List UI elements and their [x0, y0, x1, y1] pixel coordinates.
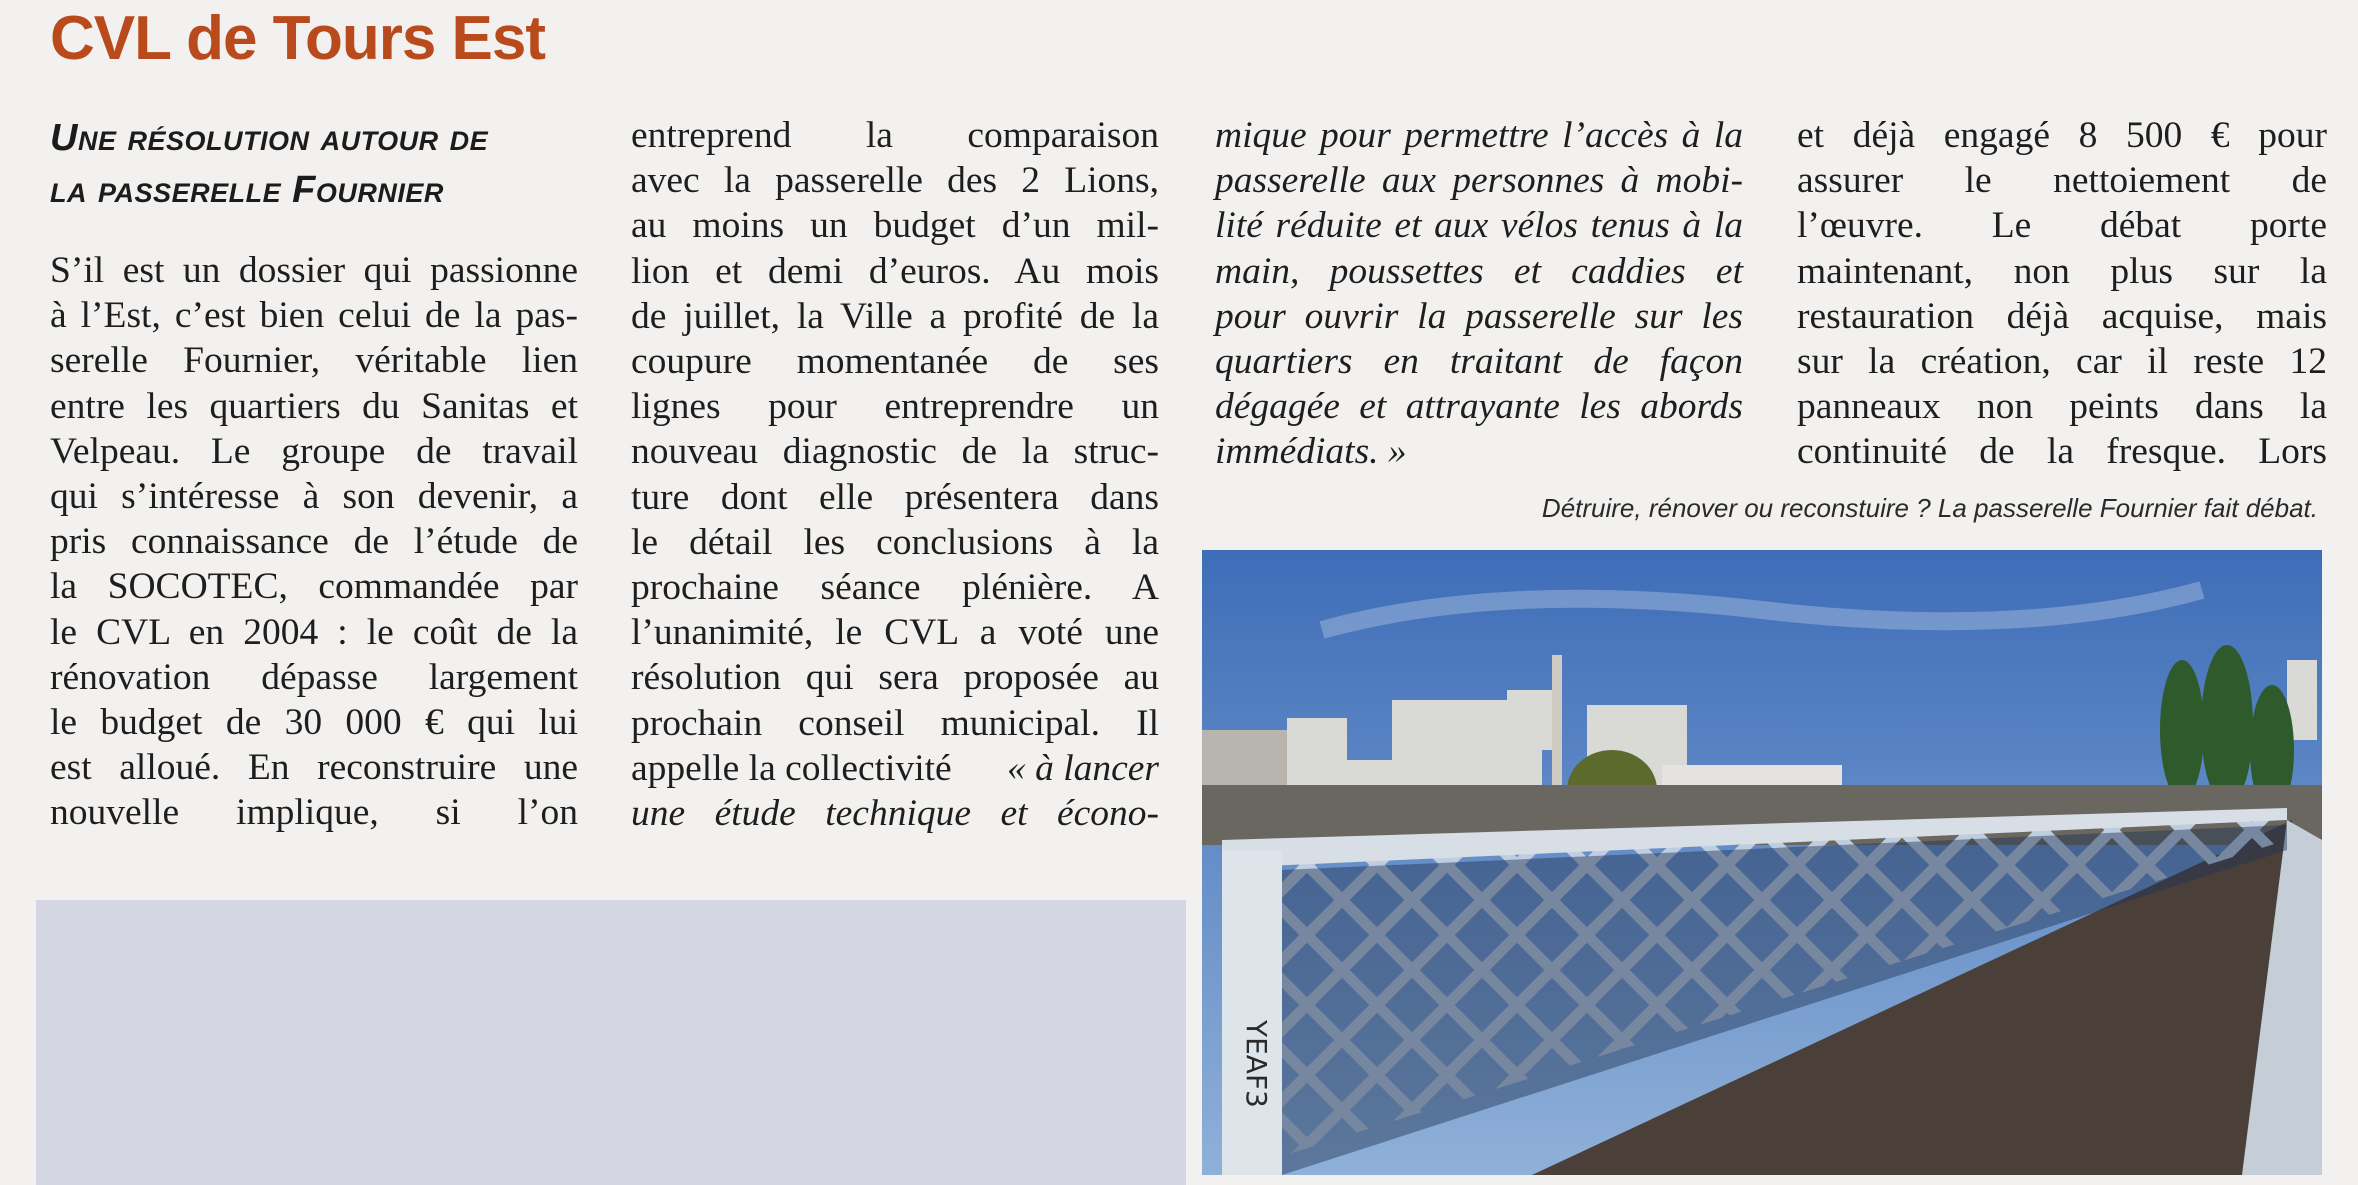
text-line: l’œuvre. Le débat porte	[1797, 205, 2327, 247]
text-line: une étude technique et écono-	[631, 793, 1159, 835]
text-line: la SOCOTEC, commandée par	[50, 566, 578, 608]
text-line: serelle Fournier, véritable lien	[50, 340, 578, 382]
text-line: restauration déjà acquise, mais	[1797, 295, 2327, 337]
text-line: est alloué. En reconstruire une	[50, 747, 578, 789]
text-line: rénovation dépasse largement	[50, 656, 578, 698]
text-column-4	[1797, 113, 2327, 475]
text-line: S’il est un dossier qui passionne	[50, 250, 578, 291]
text-line: dégagée et attrayante les abords	[1215, 386, 1743, 428]
text-line: quartiers en traitant de façon	[1215, 341, 1743, 383]
photo-caption: Détruire, rénover ou reconstuire ? La passerelle Fournier fait débat.	[1541, 493, 2318, 523]
text-line: coupure momentanée de ses	[631, 341, 1159, 383]
subheading-line: la passerelle Fournier	[50, 169, 444, 211]
text-line: prochain conseil municipal. Il	[631, 702, 1159, 744]
text-line: pris connaissance de l’étude de	[50, 521, 578, 563]
text-line: assurer le nettoiement de	[1797, 160, 2327, 202]
text-line: Velpeau. Le groupe de travail	[50, 430, 578, 472]
text-column-2	[631, 113, 1159, 836]
text-line: qui s’intéresse à son devenir, a	[50, 476, 578, 518]
text-line: prochaine séance plénière. A	[631, 567, 1159, 609]
text-column-1	[50, 248, 578, 836]
article-subheading	[50, 112, 590, 216]
bridge-photo	[1202, 550, 2322, 1175]
blank-color-block	[36, 900, 1186, 1185]
text-line: le budget de 30 000 € qui lui	[50, 702, 578, 744]
text-line: le détail les conclusions à la	[631, 521, 1159, 563]
text-line: nouvelle implique, si l’on	[50, 792, 578, 834]
text-line: nouveau diagnostic de la struc-	[631, 431, 1159, 473]
text-line: et déjà engagé 8 500 € pour	[1797, 115, 2327, 156]
text-line: lignes pour entreprendre un	[631, 386, 1159, 428]
text-line: entreprend la comparaison	[631, 115, 1159, 156]
article-title: CVL de Tours Est	[50, 4, 546, 73]
text-line: maintenant, non plus sur la	[1797, 250, 2327, 292]
text-line: passerelle aux personnes à mobi-	[1215, 160, 1743, 202]
text-line	[631, 746, 1159, 791]
bridge-photo-drawing	[1202, 550, 2322, 1175]
text-line: sur la création, car il reste 12	[1797, 341, 2327, 383]
subheading-line: Une résolution autour de	[50, 117, 489, 159]
graffiti: YEAF3	[1240, 1020, 1273, 1108]
text-line: panneaux non peints dans la	[1797, 386, 2327, 428]
text-line: résolution qui sera proposée au	[631, 657, 1159, 699]
text-line: entre les quartiers du Sanitas et	[50, 385, 578, 427]
text-line: à l’Est, c’est bien celui de la pas-	[50, 295, 578, 337]
text-line: le CVL en 2004 : le coût de la	[50, 611, 578, 653]
text-line: pour ouvrir la passerelle sur les	[1215, 295, 1743, 337]
text-line: lité réduite et aux vélos tenus à la	[1215, 205, 1743, 247]
text-line: de juillet, la Ville a profité de la	[631, 295, 1159, 337]
text-line: immédiats. »	[1215, 431, 1407, 473]
text-line: ture dont elle présentera dans	[631, 476, 1159, 518]
text-line: avec la passerelle des 2 Lions,	[631, 160, 1159, 202]
text-column-3	[1215, 113, 1743, 475]
railing-post	[1222, 850, 1282, 1175]
text-line: l’unanimité, le CVL a voté une	[631, 612, 1159, 654]
text-fragment: appelle la collectivité	[631, 747, 952, 789]
text-line: continuité de la fresque. Lors	[1797, 431, 2327, 473]
text-line: lion et demi d’euros. Au mois	[631, 250, 1159, 292]
quote-fragment: « à lancer	[1006, 747, 1159, 789]
text-line: au moins un budget d’un mil-	[631, 205, 1159, 247]
text-line: main, poussettes et caddies et	[1215, 250, 1743, 292]
text-line: mique pour permettre l’accès à la	[1215, 115, 1743, 156]
